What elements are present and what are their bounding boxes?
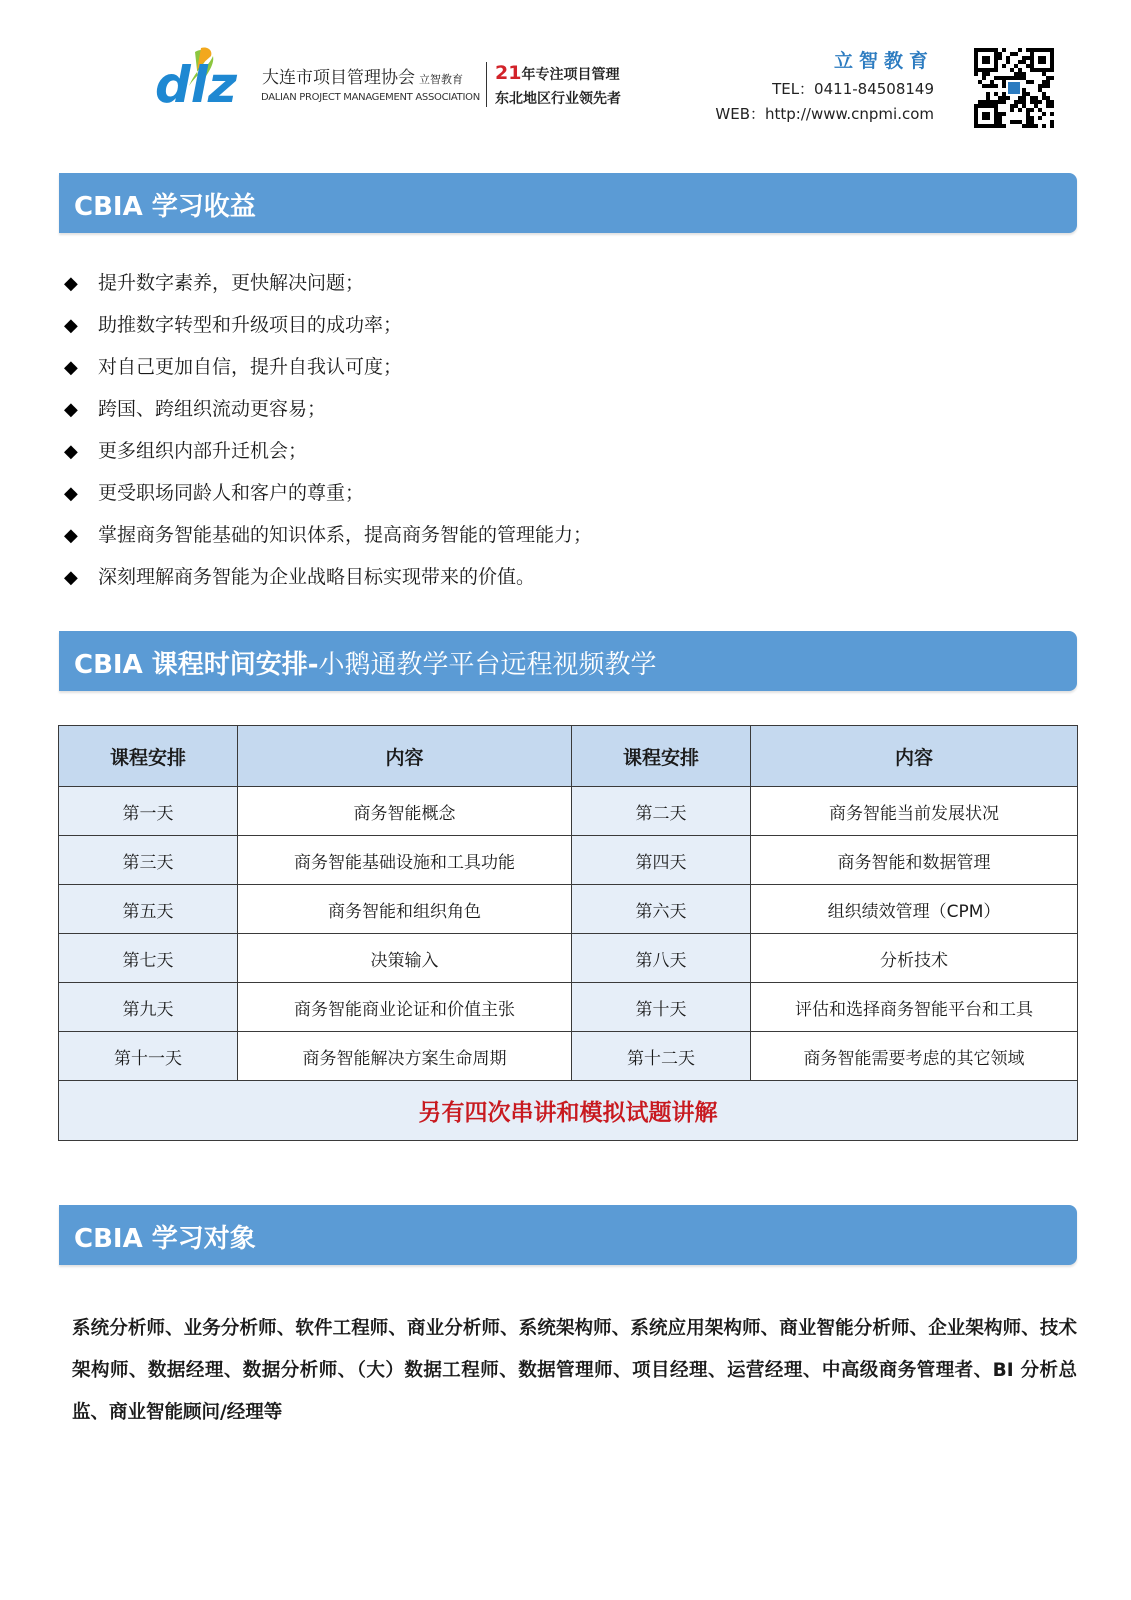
- org-name: 大连市项目管理协会: [262, 68, 415, 88]
- diamond-bullet-icon: ◆: [64, 525, 78, 546]
- list-item: [60, 562, 592, 604]
- day-cell: 第十二天: [572, 1032, 751, 1081]
- table-row: [59, 885, 1078, 934]
- day-cell: 第四天: [572, 836, 751, 885]
- section-bar-schedule: [59, 631, 1077, 691]
- list-item: [60, 436, 592, 478]
- list-item: [60, 394, 592, 436]
- content-cell: 商务智能和数据管理: [751, 836, 1078, 885]
- content-cell: 商务智能和组织角色: [238, 885, 572, 934]
- diamond-bullet-icon: ◆: [64, 315, 78, 336]
- table-row: [59, 836, 1078, 885]
- day-cell: 第六天: [572, 885, 751, 934]
- benefit-text: 提升数字素养，更快解决问题；: [98, 272, 365, 294]
- schedule-table: [58, 725, 1078, 1141]
- content-cell: 商务智能当前发展状况: [751, 787, 1078, 836]
- header-divider: [486, 62, 487, 107]
- content-cell: 商务智能解决方案生命周期: [238, 1032, 572, 1081]
- list-item: [60, 352, 592, 394]
- column-header: 内容: [751, 726, 1078, 787]
- contact-web: WEB：http://www.cnpmi.com: [715, 105, 934, 123]
- column-header: 课程安排: [572, 726, 751, 787]
- day-cell: 第十天: [572, 983, 751, 1032]
- section-title-schedule: [74, 644, 657, 681]
- brand-name: 立智教育: [833, 50, 934, 72]
- table-header-row: [59, 726, 1078, 787]
- org-sub-name: 立智教育: [419, 73, 463, 86]
- diamond-bullet-icon: ◆: [64, 441, 78, 462]
- content-cell: 商务智能需要考虑的其它领域: [751, 1032, 1078, 1081]
- table-row: [59, 1032, 1078, 1081]
- day-cell: 第三天: [59, 836, 238, 885]
- qr-code-icon: [974, 48, 1054, 128]
- day-cell: 第九天: [59, 983, 238, 1032]
- section-bar-audience: [59, 1205, 1077, 1265]
- diamond-bullet-icon: ◆: [64, 567, 78, 588]
- day-cell: 第二天: [572, 787, 751, 836]
- diamond-bullet-icon: ◆: [64, 483, 78, 504]
- content-cell: 组织绩效管理（CPM）: [751, 885, 1078, 934]
- content-cell: 评估和选择商务智能平台和工具: [751, 983, 1078, 1032]
- benefit-text: 更多组织内部升迁机会；: [98, 440, 308, 462]
- benefit-text: 助推数字转型和升级项目的成功率；: [98, 314, 403, 336]
- schedule-title-subtitle: 小鹅通教学平台远程视频教学: [318, 650, 657, 680]
- audience-text: 系统分析师、业务分析师、软件工程师、商业分析师、系统架构师、系统应用架构师、商业智能分析师、企业架构师、技术架构师、数据经理、数据分析师、（大）数据工程师、数据管理师、项目经理、运营经理、中高级商务管理者、BI 分析总监、商业智能顾问/经理等: [72, 1318, 1077, 1423]
- day-cell: 第七天: [59, 934, 238, 983]
- section-bar-benefits: [59, 173, 1077, 233]
- diamond-bullet-icon: ◆: [64, 357, 78, 378]
- content-cell: 商务智能商业论证和价值主张: [238, 983, 572, 1032]
- benefits-list: [60, 268, 592, 604]
- association-logo: [155, 46, 255, 112]
- schedule-title-bold: CBIA 课程时间安排-: [74, 650, 319, 680]
- benefit-text: 跨国、跨组织流动更容易；: [98, 398, 327, 420]
- diamond-bullet-icon: ◆: [64, 399, 78, 420]
- table-row: [59, 934, 1078, 983]
- org-name-cn: [262, 63, 463, 88]
- list-item: [60, 478, 592, 520]
- day-cell: 第十一天: [59, 1032, 238, 1081]
- benefit-text: 掌握商务智能基础的知识体系，提高商务智能的管理能力；: [98, 524, 593, 546]
- table-row: [59, 983, 1078, 1032]
- org-name-en: DALIAN PROJECT MANAGEMENT ASSOCIATION: [261, 92, 480, 103]
- slogan-line-1: [495, 62, 619, 84]
- benefit-text: 更受职场同龄人和客户的尊重；: [98, 482, 365, 504]
- list-item: [60, 520, 592, 562]
- diamond-bullet-icon: ◆: [64, 273, 78, 294]
- table-row: [59, 787, 1078, 836]
- content-cell: 决策输入: [238, 934, 572, 983]
- benefit-text: 深刻理解商务智能为企业战略目标实现带来的价值。: [98, 566, 536, 588]
- content-cell: 分析技术: [751, 934, 1078, 983]
- day-cell: 第八天: [572, 934, 751, 983]
- day-cell: 第五天: [59, 885, 238, 934]
- slogan-line-2: 东北地区行业领先者: [495, 91, 621, 107]
- section-title-audience: CBIA 学习对象: [74, 1224, 256, 1254]
- day-cell: 第一天: [59, 787, 238, 836]
- table-note-row: [59, 1081, 1078, 1141]
- slogan-line-1-text: 年专注项目管理: [521, 67, 620, 83]
- schedule-note: 另有四次串讲和模拟试题讲解: [59, 1081, 1078, 1141]
- content-cell: 商务智能概念: [238, 787, 572, 836]
- list-item: [60, 310, 592, 352]
- slogan-years: 21: [495, 62, 522, 84]
- column-header: 课程安排: [59, 726, 238, 787]
- contact-tel: TEL：0411-84508149: [772, 80, 934, 98]
- logo-lettering: dlz: [155, 56, 238, 112]
- column-header: 内容: [238, 726, 572, 787]
- benefit-text: 对自己更加自信，提升自我认可度；: [98, 356, 403, 378]
- content-cell: 商务智能基础设施和工具功能: [238, 836, 572, 885]
- list-item: [60, 268, 592, 310]
- section-title-benefits: CBIA 学习收益: [74, 192, 256, 222]
